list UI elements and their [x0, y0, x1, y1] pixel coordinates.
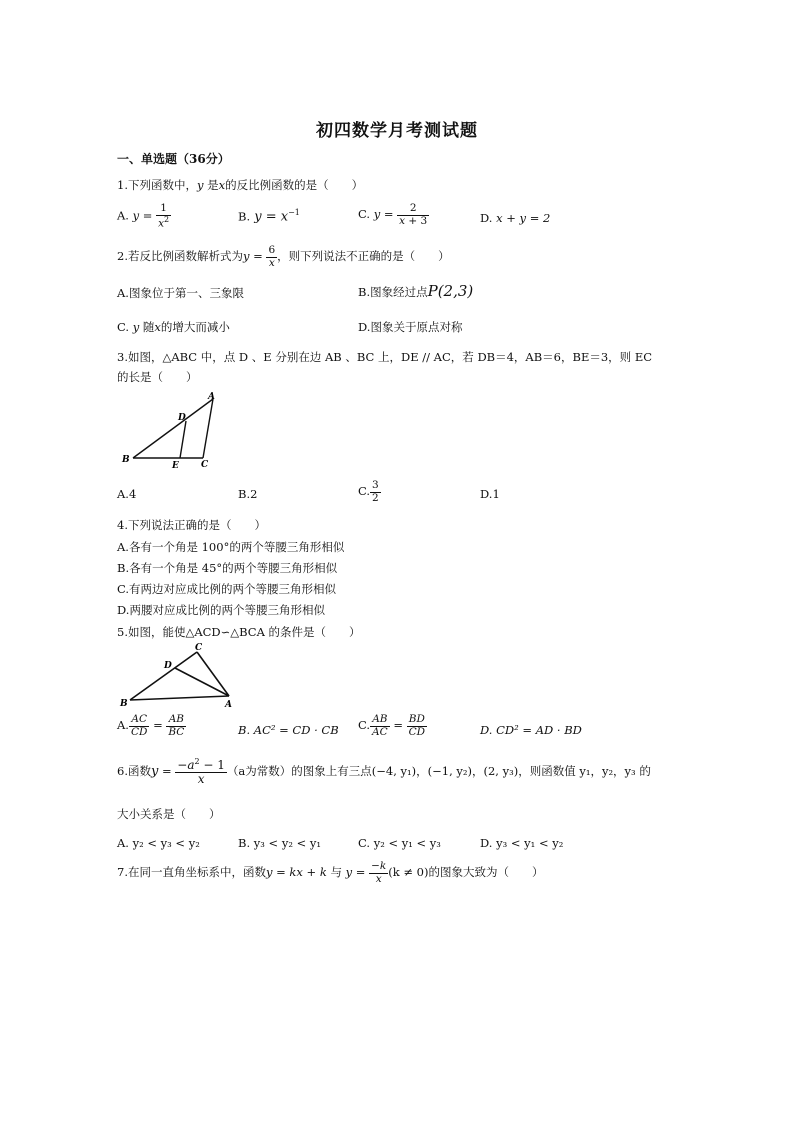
q5-option-d: D. CD² = AD · BD [480, 723, 582, 737]
q5-triangle-figure [117, 640, 242, 708]
q5-edge-bc [130, 652, 197, 700]
q3-label-c: C [201, 460, 209, 470]
q2-option-c: C. y 随x的增大而减小 [117, 320, 230, 334]
question-3-line2: 的长是（ ） [117, 370, 198, 384]
q6-option-d: D. y₃ < y₁ < y₂ [480, 836, 564, 850]
q6-option-a: A. y₂ < y₃ < y₂ [117, 836, 200, 850]
q4-option-a: A.各有一个角是 100°的两个等腰三角形相似 [117, 540, 345, 554]
question-7-stem: 7.在同一直角坐标系中，函数y = kx + k 与 y = $\frac{-k}{x}$ (k ≠ 0)的图象大致为（ ） [117, 860, 544, 885]
section-heading: 一、单选题（36分） [117, 152, 230, 166]
question-1-stem: 1.下列函数中，y 是x的反比例函数的是（ ） [117, 178, 364, 192]
q5-edge-ca [197, 652, 229, 696]
q3-label-a: A [208, 392, 215, 402]
q3-triangle-figure [117, 390, 227, 470]
q1-option-c: C. y = $\frac{2}{x + 3}$ [358, 202, 428, 227]
q5-label-c: C [195, 643, 203, 653]
q3-label-d: D [178, 413, 186, 423]
q5-edge-ba [130, 696, 229, 700]
question-6-line2: 大小关系是（ ） [117, 807, 221, 821]
q3-option-c: C. $\frac{3}{2}$ [358, 479, 379, 504]
q2-option-d: D.图象关于原点对称 [358, 320, 463, 334]
q1-option-a: A. y = $\frac{1}{x^2}$ [117, 202, 170, 230]
page-title: 初四数学月考测试题 [316, 121, 478, 141]
q2-option-b: B.图象经过点P(2,3) [358, 282, 474, 300]
question-5-stem: 5.如图，能使△ACD∽△BCA 的条件是（ ） [117, 625, 361, 639]
q5-label-d: D [164, 661, 172, 671]
q4-option-c: C.有两边对应成比例的两个等腰三角形相似 [117, 582, 337, 596]
question-3-line1: 3.如图，△ABC 中，点 D 、E 分别在边 AB 、BC 上，DE // AC，若 DB＝4，AB＝6，BE＝3，则 EC [117, 350, 653, 364]
q3-edge-ac [203, 399, 213, 458]
question-2-stem: 2.若反比例函数解析式为y = $\frac{6}{x}$ ，则下列说法不正确的是（ ） [117, 244, 450, 269]
q5-segment-ad [175, 668, 229, 696]
q6-option-c: C. y₂ < y₁ < y₃ [358, 836, 441, 850]
q1-option-d: D. x + y = 2 [480, 211, 551, 225]
q6-option-b: B. y₃ < y₂ < y₁ [238, 836, 321, 850]
q3-edge-ba [133, 399, 213, 458]
q3-label-b: B [122, 455, 130, 465]
q5-label-b: B [120, 699, 128, 708]
q5-label-a: A [225, 700, 232, 708]
q1-option-b: B. $y = x^{-1}$ [238, 208, 300, 225]
q5-option-b: B. AC² = CD · CB [238, 723, 339, 737]
question-6-stem: 6.函数y = $\frac{-a^2 - 1}{x}$ （a为常数）的图象上有三点(−4, y₁)，(−1, y₂)，(2, y₃)，则函数值 y₁，y₂，y₃ 的 [117, 757, 651, 787]
question-4-stem: 4.下列说法正确的是（ ） [117, 518, 266, 532]
q4-option-d: D.两腰对应成比例的两个等腰三角形相似 [117, 603, 325, 617]
q3-label-e: E [172, 461, 179, 470]
q5-option-c: C. $\frac{AB}{AC}$ = $\frac{BD}{CD}$ [358, 713, 426, 738]
q5-option-a: A. $\frac{AC}{CD}$ = $\frac{AB}{BC}$ [117, 713, 185, 738]
q3-option-b: B.2 [238, 487, 258, 501]
q3-option-d: D.1 [480, 487, 500, 501]
q4-option-b: B.各有一个角是 45°的两个等腰三角形相似 [117, 561, 338, 575]
q2-option-a: A.图象位于第一、三象限 [117, 286, 244, 300]
q3-option-a: A.4 [117, 487, 137, 501]
q3-segment-de [180, 421, 186, 458]
